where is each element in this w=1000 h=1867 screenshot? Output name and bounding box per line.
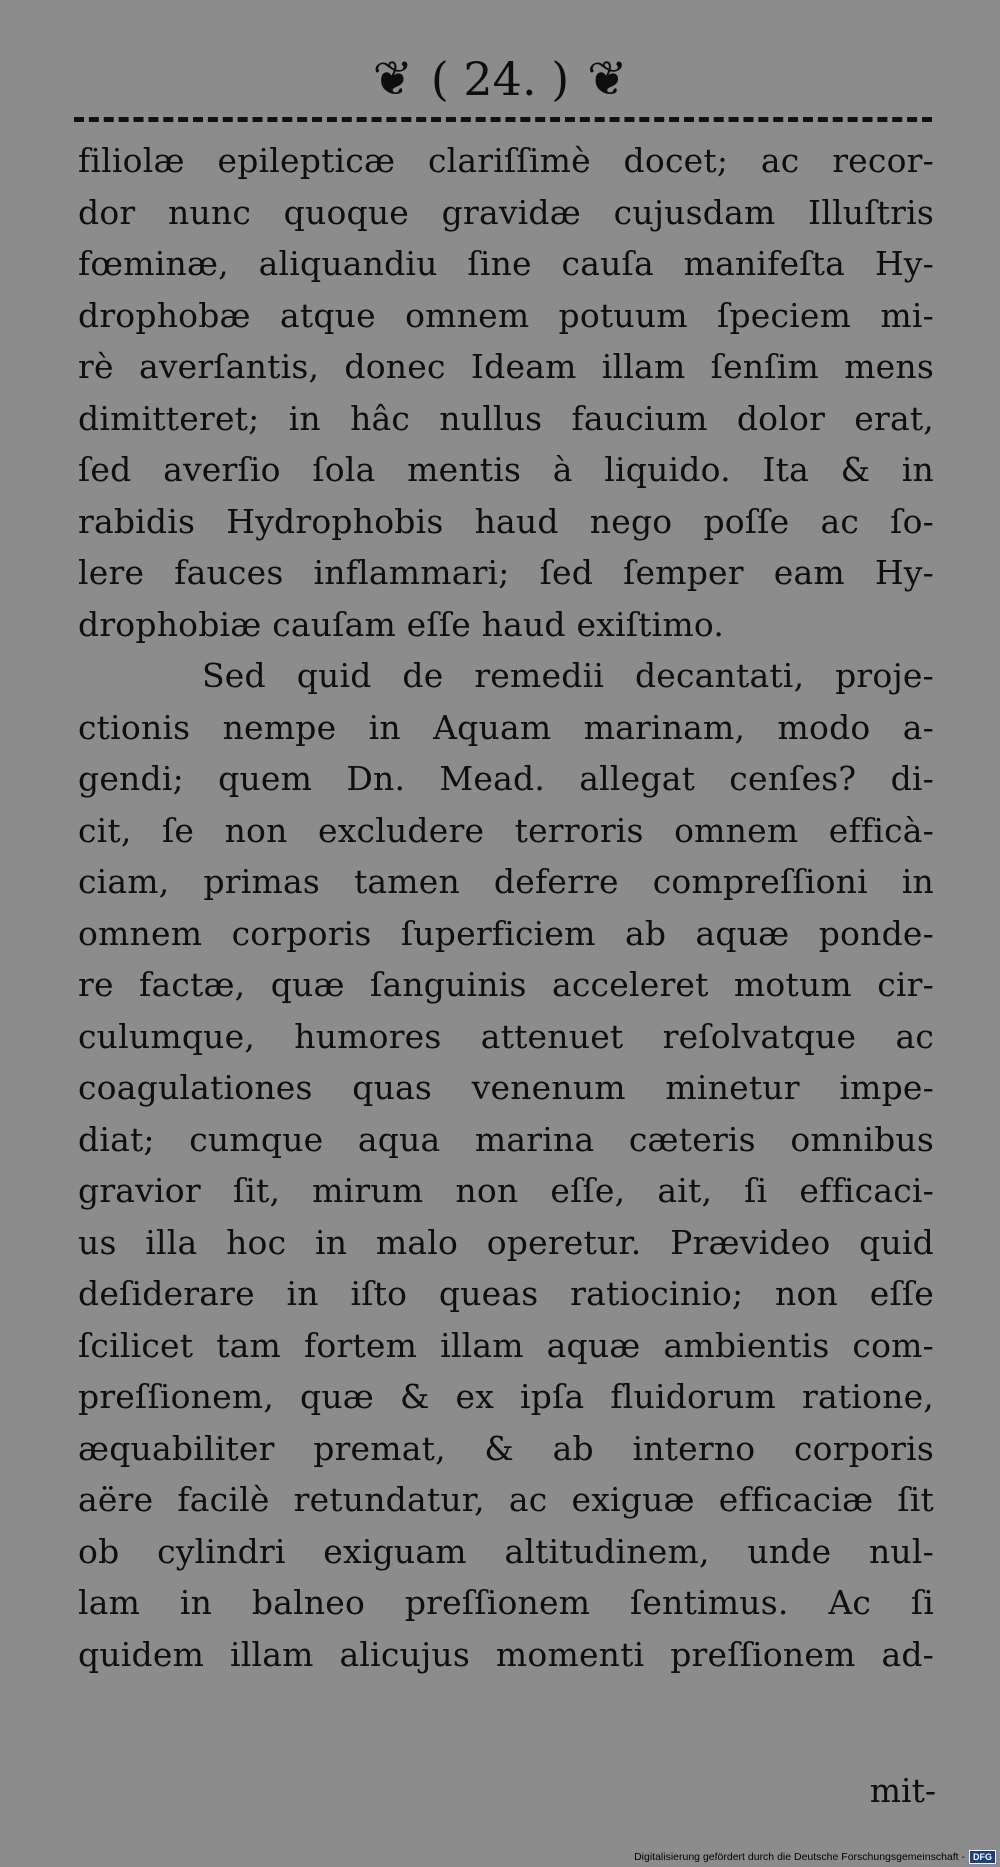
- text-line: culumque, humores attenuet reſolvatque ac: [78, 1016, 934, 1056]
- text-line: gravior ſit, mirum non eſſe, ait, ſi efficaci-: [78, 1171, 934, 1210]
- text-line: coagulationes quas venenum minetur impe-: [78, 1068, 934, 1107]
- text-line: dor nunc quoque gravidæ cujusdam Illuſtris: [78, 192, 934, 232]
- text-line: dimitteret; in hâc nullus faucium dolor erat,: [78, 398, 934, 438]
- text-line: fœminæ, aliquandiu ſine cauſa manifeſta Hy-: [78, 244, 934, 283]
- text-line: lam in balneo preſſionem ſentimus. Ac ſi: [78, 1583, 934, 1622]
- right-ornament-icon: ❦: [587, 51, 628, 107]
- text-line: ſcilicet tam fortem illam aquæ ambientis com-: [78, 1325, 934, 1365]
- text-line: drophobæ atque omnem potuum ſpeciem mi-: [78, 295, 934, 335]
- text-line: deſiderare in iſto queas ratiocinio; non eſſe: [78, 1274, 934, 1313]
- text-line: filiolæ epilepticæ clariſſimè docet; ac recor-: [78, 141, 934, 180]
- page-number: ( 24. ): [430, 52, 570, 106]
- dfg-logo-icon: DFG: [969, 1850, 996, 1864]
- text-line: lere fauces inflammari; ſed ſemper eam Hy-: [78, 553, 934, 592]
- body-text: [78, 135, 934, 1680]
- header-rule: [74, 117, 932, 122]
- text-line: drophobiæ cauſam eſſe haud exiſtimo.: [78, 604, 725, 644]
- text-line: us illa hoc in malo operetur. Prævideo quid: [78, 1222, 934, 1262]
- text-line: preſſionem, quæ & ex ipſa fluidorum ratione,: [78, 1377, 934, 1416]
- text-line: gendi; quem Dn. Mead. allegat cenſes? di-: [78, 759, 934, 798]
- catchword: mit-: [869, 1771, 936, 1810]
- text-line: rè averſantis, donec Ideam illam ſenſim mens: [78, 347, 934, 386]
- digitization-credit: [634, 1850, 996, 1864]
- text-line: ob cylindri exiguam altitudinem, unde nul-: [78, 1531, 934, 1571]
- text-line: æquabiliter premat, & ab interno corporis: [78, 1428, 934, 1468]
- text-line: quidem illam alicujus momenti preſſionem ad-: [78, 1634, 934, 1674]
- text-line-paragraph-start: Sed quid de remedii decantati, proje-: [202, 656, 934, 695]
- text-line: ſed averſio ſola mentis à liquido. Ita & in: [78, 450, 934, 489]
- text-line: cit, ſe non excludere terroris omnem efficà-: [78, 810, 934, 850]
- text-line: omnem corporis ſuperficiem ab aquæ ponde-: [78, 913, 934, 953]
- left-ornament-icon: ❦: [372, 51, 413, 107]
- text-line: diat; cumque aqua marina cæteris omnibus: [78, 1119, 934, 1159]
- text-line: ctionis nempe in Aquam marinam, modo a-: [78, 707, 934, 747]
- page-header: [0, 44, 1000, 114]
- text-line: aëre facilè retundatur, ac exiguæ efficaciæ ſit: [78, 1480, 934, 1519]
- text-line: rabidis Hydrophobis haud nego poſſe ac ſo-: [78, 501, 934, 541]
- credit-text: Digitalisierung gefördert durch die Deutsche Forschungsgemeinschaft -: [634, 1851, 965, 1863]
- text-line: re factæ, quæ ſanguinis acceleret motum cir-: [78, 965, 934, 1004]
- text-line: ciam, primas tamen deferre compreſſioni in: [78, 862, 934, 901]
